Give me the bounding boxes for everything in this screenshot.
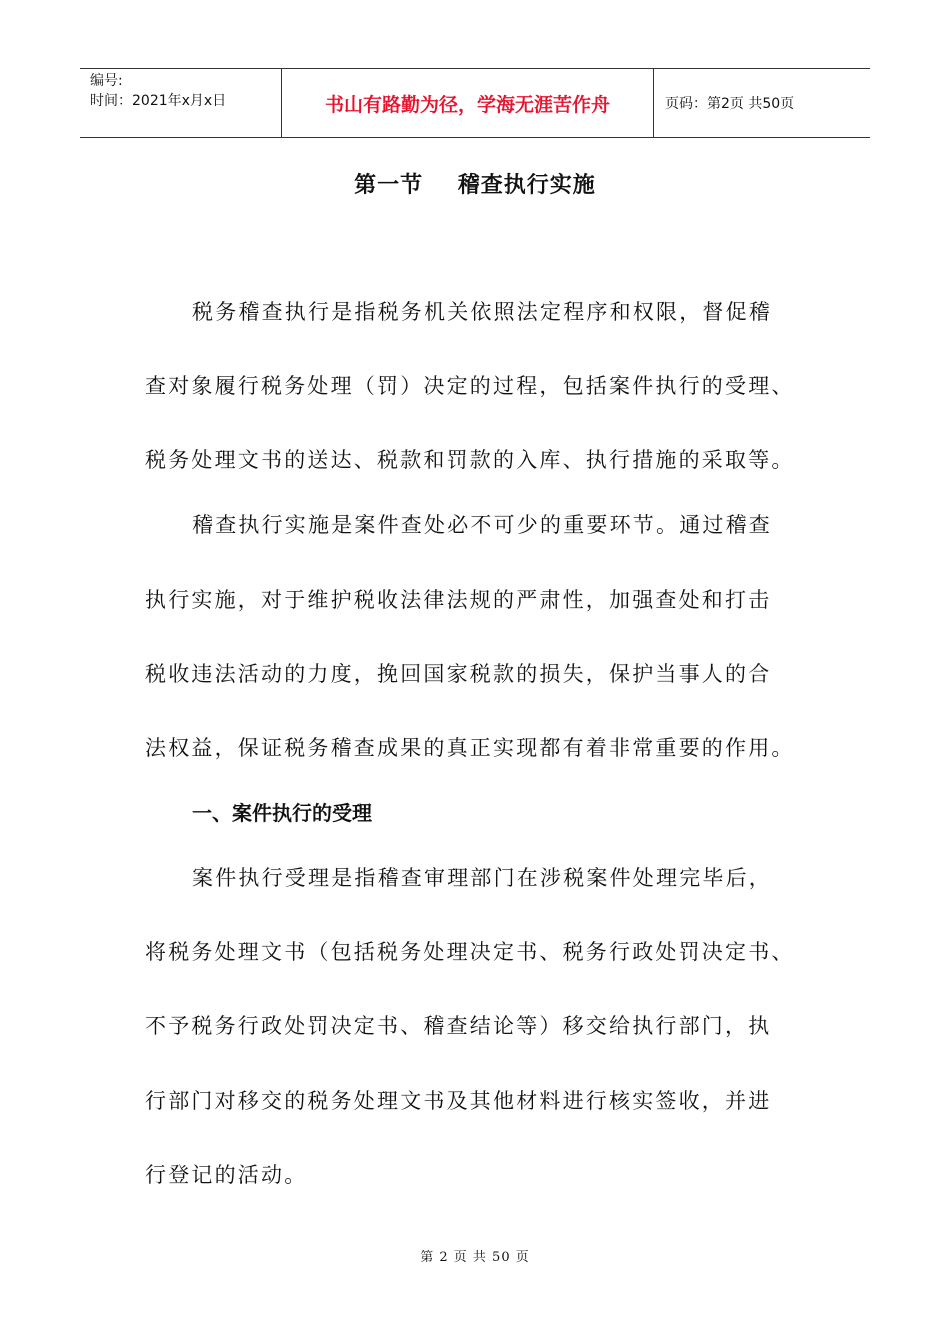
paragraph-line: 稽查执行实施是案件查处必不可少的重要环节。通过稽查 [192, 513, 772, 537]
paragraph-line: 行登记的活动。 [145, 1163, 308, 1187]
paragraph-line: 税务处理文书的送达、税款和罚款的入库、执行措施的采取等。 [145, 448, 795, 472]
subsection-heading: 一、案件执行的受理 [192, 801, 372, 825]
document-number-label: 编号: [90, 73, 123, 89]
paragraph-line: 税收违法活动的力度，挽回国家税款的损失，保护当事人的合 [145, 662, 772, 686]
page-footer: 第 2 页 共 50 页 [420, 1250, 530, 1265]
paragraph-line: 查对象履行税务处理（罚）决定的过程，包括案件执行的受理、 [145, 374, 795, 398]
paragraph-line: 执行实施，对于维护税收法律法规的严肃性，加强查处和打击 [145, 588, 772, 612]
section-title: 第一节 稽查执行实施 [354, 173, 596, 198]
paragraph-line: 税务稽查执行是指税务机关依照法定程序和权限，督促稽 [192, 300, 772, 324]
paragraph-line: 将税务处理文书（包括税务处理决定书、税务行政处罚决定书、 [145, 940, 795, 964]
header-page-indicator: 页码：第2页 共50页 [665, 96, 795, 112]
paragraph-line: 不予税务行政处罚决定书、稽查结论等）移交给执行部门，执 [145, 1014, 772, 1038]
page-header [80, 68, 870, 138]
paragraph-line: 行部门对移交的税务处理文书及其他材料进行核实签收，并进 [145, 1089, 772, 1113]
paragraph-line: 案件执行受理是指稽查审理部门在涉税案件处理完毕后， [192, 866, 772, 890]
header-meta [80, 69, 280, 137]
document-date-label: 时间：2021年x月x日 [90, 93, 227, 109]
paragraph-line: 法权益，保证税务稽查成果的真正实现都有着非常重要的作用。 [145, 736, 795, 760]
header-motto: 书山有路勤为径，学海无涯苦作舟 [281, 69, 654, 137]
